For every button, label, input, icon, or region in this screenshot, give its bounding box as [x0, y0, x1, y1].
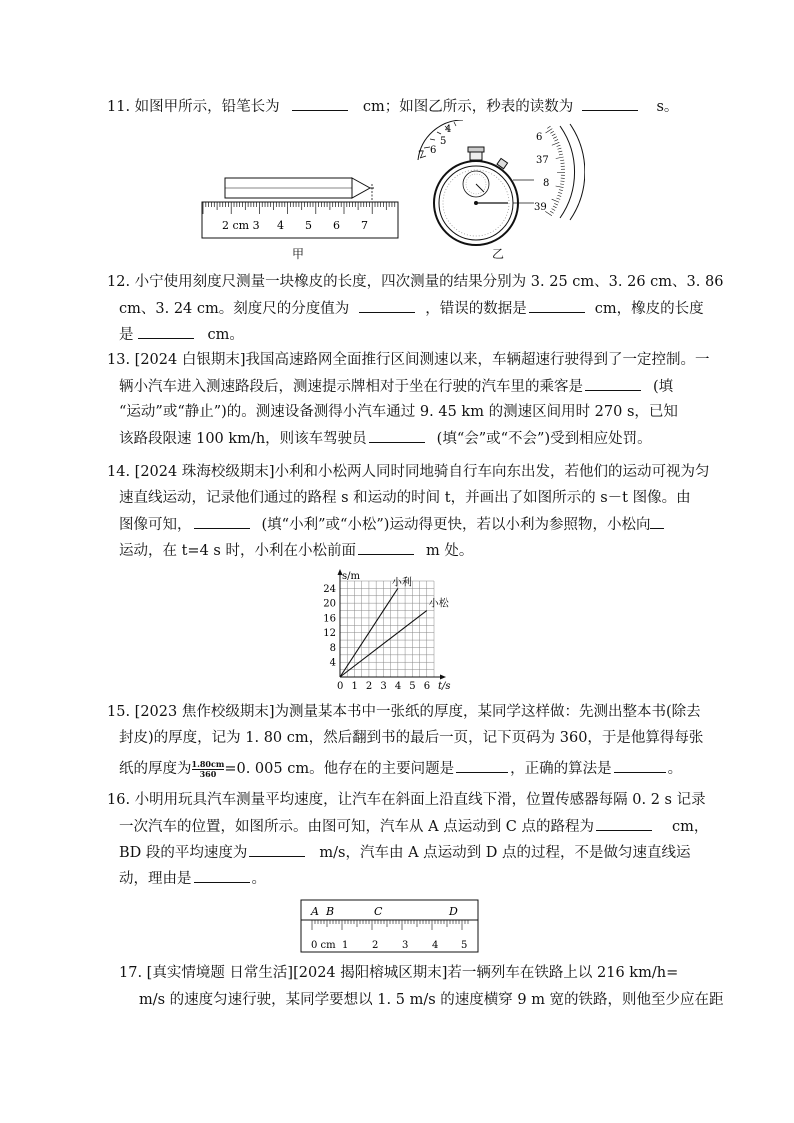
q16-line3: BD 段的平均速度为 m/s，汽车由 A 点运动到 D 点的过程，不是做匀速直线运 [119, 842, 691, 863]
svg-text:4: 4 [445, 124, 452, 135]
answer-blank[interactable] [596, 816, 652, 831]
position-ruler-figure [300, 898, 480, 954]
answer-blank[interactable] [358, 540, 414, 555]
svg-text:37: 37 [536, 155, 549, 166]
q14-line1: 14. [2024 珠海校级期末]小利和小松两人同时同地骑自行车向东出发，若他们的运动可视为匀 [107, 464, 710, 480]
svg-text:5: 5 [461, 940, 468, 951]
answer-blank[interactable] [369, 428, 425, 443]
caption-yi: 乙 [492, 247, 505, 261]
answer-blank[interactable] [614, 758, 666, 773]
ruler-label-6: 6 [333, 219, 340, 232]
q12-line3: 是 cm。 [119, 324, 244, 345]
x-tick-label: 3 [380, 681, 387, 692]
answer-blank[interactable] [529, 298, 585, 313]
answer-blank[interactable] [456, 758, 508, 773]
q12-line2: cm、3. 24 cm。刻度尺的分度值为 ，错误的数据是 cm，橡皮的长度 [119, 298, 704, 319]
q11-text-b: cm；如图乙所示，秒表的读数为 [362, 99, 574, 115]
q14-line2: 速直线运动，记录他们通过的路程 s 和运动的时间 t，并画出了如图所示的 s－t 图像。由 [119, 490, 691, 506]
series-label: 小利 [391, 577, 412, 589]
svg-text:2: 2 [372, 940, 379, 951]
svg-text:A: A [311, 905, 319, 918]
svg-text:39: 39 [534, 202, 547, 213]
x-tick-label: 1 [351, 681, 358, 692]
answer-blank[interactable] [249, 842, 305, 857]
q17-line2: m/s 的速度匀速行驶，某同学要想以 1. 5 m/s 的速度横穿 9 m 宽的铁路，则他至少应在距 [139, 992, 724, 1008]
x-tick-label: 5 [409, 681, 416, 692]
x-axis-label: t/s [438, 681, 451, 692]
q15-line1: 15. [2023 焦作校级期末]为测量某本书中一张纸的厚度，某同学这样做：先测出整本书(除去 [107, 704, 701, 720]
series-label: 小松 [428, 598, 449, 610]
q14-line4: 运动，在 t=4 s 时，小利在小松前面 m 处。 [119, 540, 473, 561]
q13-line4: 该路段限速 100 km/h，则该车驾驶员 (填“会”或“不会”)受到相应处罚。 [119, 428, 652, 449]
x-tick-label: 2 [365, 681, 373, 692]
y-tick-label: 4 [329, 657, 336, 669]
svg-text:5: 5 [440, 136, 447, 147]
answer-blank[interactable] [359, 298, 415, 313]
svg-text:6: 6 [430, 145, 437, 156]
stopwatch-figure [410, 120, 585, 248]
caption-jia: 甲 [292, 247, 305, 261]
q15-line3: 纸的厚度为 $\frac{1.80cm}{360}$ =0. 005 cm。他存在的主要问题是 ，正确的算法是 。 [119, 758, 683, 779]
svg-text:4: 4 [432, 940, 439, 951]
y-axis-label: s/m [342, 571, 360, 582]
ruler-label-7: 7 [361, 219, 368, 232]
q12-line1: 12. 小宁使用刻度尺测量一块橡皮的长度，四次测量的结果分别为 3. 25 cm、3. 26 cm、3. 86 [107, 274, 724, 290]
svg-text:6: 6 [536, 132, 543, 143]
answer-blank[interactable] [582, 96, 638, 111]
y-tick-label: 8 [329, 642, 336, 654]
svg-text:3: 3 [402, 940, 409, 951]
x-tick-label: 0 [337, 681, 344, 692]
s-t-chart [322, 565, 462, 695]
ruler-label-2-3: 2 cm 3 [222, 219, 260, 232]
y-tick-label: 24 [323, 583, 336, 595]
answer-blank[interactable] [650, 514, 664, 529]
q11-text-c: s。 [656, 99, 679, 115]
svg-text:8: 8 [543, 178, 550, 189]
svg-text:C: C [374, 905, 383, 918]
answer-blank[interactable] [194, 868, 250, 883]
q14-line3: 图像可知， (填“小利”或“小松”)运动得更快，若以小利为参照物，小松向 [119, 514, 664, 535]
answer-blank[interactable] [138, 324, 194, 339]
y-tick-label: 12 [323, 628, 336, 640]
y-tick-label: 20 [323, 598, 336, 610]
q15-line2: 封皮)的厚度，记为 1. 80 cm，然后翻到书的最后一页，记下页码为 360，于是他算得每张 [119, 730, 704, 746]
q16-line4: 动，理由是 。 [119, 868, 266, 889]
x-tick-label: 4 [394, 681, 402, 692]
svg-text:D: D [449, 905, 458, 918]
answer-blank[interactable] [194, 514, 250, 529]
y-tick-label: 16 [323, 613, 336, 625]
q13-line3: “运动”或“静止”)的。测速设备测得小汽车通过 9. 45 km 的测速区间用时 270 s，已知 [119, 404, 678, 420]
q11-line [107, 96, 678, 117]
svg-text:B: B [326, 905, 335, 918]
svg-text:1: 1 [342, 940, 349, 951]
x-tick-label: 6 [423, 681, 431, 692]
ruler-label-5: 5 [305, 219, 312, 232]
q11-text-a: 11. 如图甲所示，铅笔长为 [107, 99, 280, 115]
fraction: $\frac{1.80cm}{360}$ [191, 758, 225, 779]
q13-line1: 13. [2024 白银期末]我国高速路网全面推行区间测速以来，车辆超速行驶得到了一定控制。一 [107, 352, 710, 368]
q13-line2: 辆小汽车进入测速路段后，测速提示牌相对于坐在行驶的汽车里的乘客是 (填 [119, 376, 673, 397]
pencil-ruler-figure [200, 168, 405, 242]
q16-line2: 一次汽车的位置，如图所示。由图可知，汽车从 A 点运动到 C 点的路程为 cm， [119, 816, 708, 837]
svg-text:7: 7 [418, 150, 425, 161]
ruler-label-4: 4 [277, 219, 284, 232]
answer-blank[interactable] [292, 96, 348, 111]
q17-line1: 17. [真实情境题 日常生活][2024 揭阳榕城区期末]若一辆列车在铁路上以 216 km/h= [119, 965, 679, 981]
q16-line1: 16. 小明用玩具汽车测量平均速度，让汽车在斜面上沿直线下滑，位置传感器每隔 0. 2 s 记录 [107, 792, 706, 808]
answer-blank[interactable] [585, 376, 641, 391]
svg-text:0 cm: 0 cm [311, 940, 336, 951]
